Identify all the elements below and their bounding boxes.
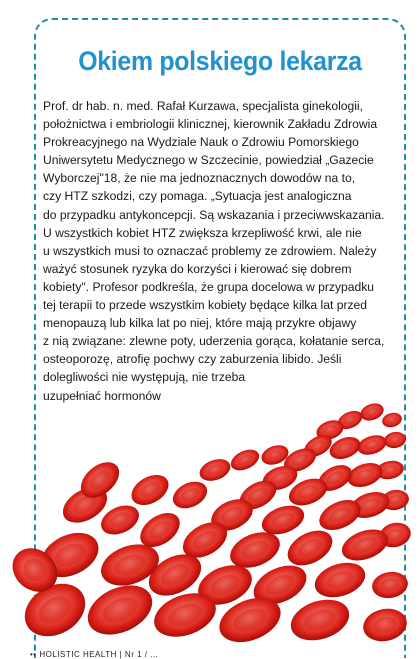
article-line: Prof. dr hab. n. med. Rafał Kurzawa, specjalista ginekologii, [43, 99, 363, 113]
article-line: z nią związane: zlewne poty, uderzenia gorąca, kołatanie serca, [43, 334, 385, 349]
article-line: ważyć stosunek ryzyka do korzyści i kierować się dobrem [43, 261, 352, 276]
article-line: położnictwa i embriologii klinicznej, kierownik Zakładu Zdrowia [43, 117, 378, 132]
article-line: dolegliwości nie występują, nie trzeba [43, 370, 246, 385]
article-line: kobiety". Profesor podkreśla, że grupa docelowa w przypadku [43, 279, 375, 294]
article-line: Wyborczej"18, że nie ma jednoznacznych dowodów na to, [43, 171, 356, 186]
article-line: Uniwersytetu Medycznego w Szczecinie, powiedział „Gazecie [43, 153, 374, 168]
article-line: do przypadku antykoncepcji. Są wskazania i przeciwwskazania. [43, 207, 385, 222]
article-line: czy HTZ szkodzi, czy pomaga. „Sytuacja jest analogiczna [43, 189, 352, 204]
article-line: Prokreacyjnego na Wydziale Nauk o Zdrowiu Pomorskiego [43, 135, 359, 150]
page-footer: •• HOLISTIC HEALTH | Nr 1 / ... [30, 650, 159, 659]
article-line: u wszystkich musi to oznaczać problemy ze zdrowiem. Należy [43, 243, 377, 258]
article-title: Okiem polskiego lekarza [78, 46, 362, 76]
article-line: osteoporozę, atrofię pochwy czy zaburzenia libido. Jeśli [43, 352, 342, 367]
article-line: menopauzą lub kilka lat po niej, które mają przykre objawy [43, 316, 357, 331]
article-line: tej terapii to przede wszystkim kobiety będące kilka lat przed [43, 298, 368, 313]
article-line: uzupełniać hormonów [43, 388, 161, 403]
article-body [43, 97, 403, 405]
article-line: U wszystkich kobiet HTZ zwiększa krzepliwość krwi, ale nie [43, 225, 362, 240]
